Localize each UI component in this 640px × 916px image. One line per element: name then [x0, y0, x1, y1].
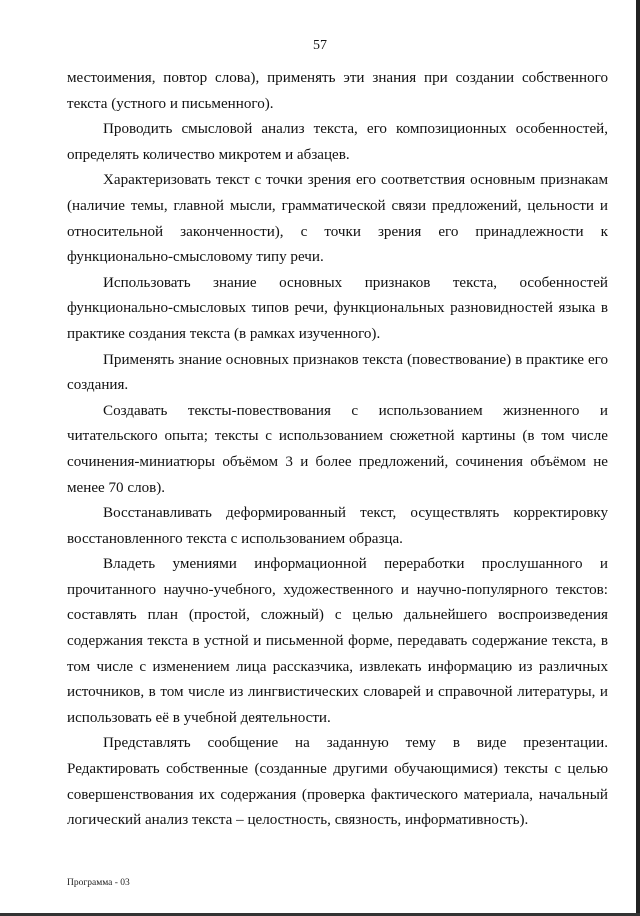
paragraph-7: Восстанавливать деформированный текст, осуществлять корректировку восстановленного текста с использованием образца. [67, 505, 608, 547]
page-number: 57 [313, 38, 327, 53]
paragraph-4: Использовать знание основных признаков текста, особенностей функционально-смысловых типов речи, функциональных разновидностей языка в практике создания текста (в рамках изученного). [67, 274, 608, 342]
paragraph-5: Применять знание основных признаков текста (повествование) в практике его создания. [67, 351, 608, 394]
paragraph-1: местоимения, повтор слова), применять эти знания при создании собственного текста (устного и письменного). [67, 70, 608, 112]
page-footer: Программа - 03 [67, 878, 130, 888]
paragraph-8: Владеть умениями информационной переработки прослушанного и прочитанного научно-учебного, художественного и научно-популярного текстов: составлять план (простой, сложный) с целью дальнейшего воспроизведения содержания текста в устной и письменной форме, передавать содержание текста, в том числе с изменением лица рассказчика, извлекать информацию из различных источников, в том числе из лингвистических словарей и справочной литературы, и использовать её в учебной деятельности. [67, 556, 608, 726]
paragraph-6: Создавать тексты-повествования с использованием жизненного и читательского опыта; тексты с использованием сюжетной картины (в том числе сочинения-миниатюры объёмом 3 и более предложений, сочинения объёмом не менее 70 слов). [67, 402, 608, 496]
document-body [67, 66, 608, 834]
paragraph-2: Проводить смысловой анализ текста, его композиционных особенностей, определять количество микротем и абзацев. [67, 121, 608, 163]
paragraph-3: Характеризовать текст с точки зрения его соответствия основным признакам (наличие темы, главной мысли, грамматической связи предложений, цельности и относительной законченности), с точки зрения его принадлежности к функционально-смысловому типу речи. [67, 172, 608, 266]
page-edge-right [636, 0, 640, 916]
paragraph-9: Представлять сообщение на заданную тему в виде презентации. Редактировать собственные (созданные другими обучающимися) тексты с целью совершенствования их содержания (проверка фактического материала, начальный логический анализ текста – целостность, связность, информативность). [67, 735, 608, 829]
